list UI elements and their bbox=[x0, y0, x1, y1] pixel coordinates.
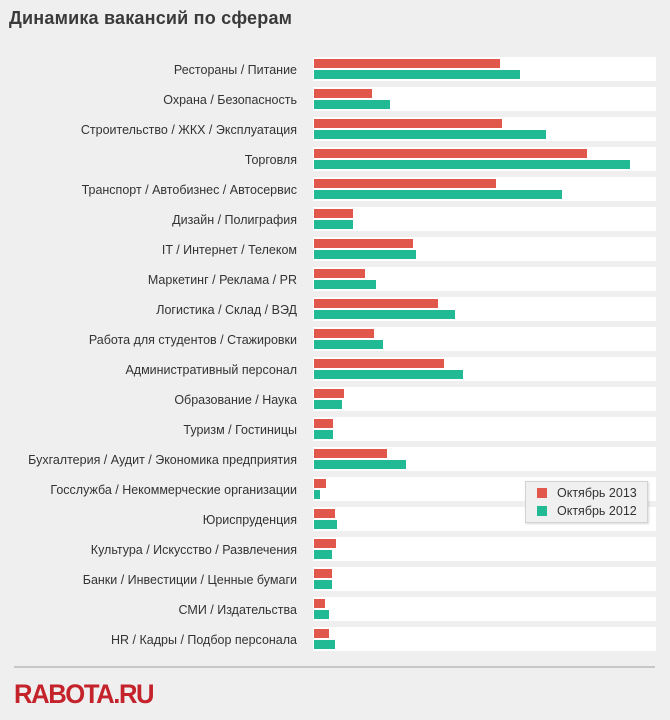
category-label: HR / Кадры / Подбор персонала bbox=[111, 633, 297, 647]
category-label: Дизайн / Полиграфия bbox=[172, 213, 297, 227]
bar-oct-2012 bbox=[314, 550, 332, 559]
category-label: Туризм / Гостиницы bbox=[183, 423, 297, 437]
bar-oct-2012 bbox=[314, 520, 337, 529]
category-label: Рестораны / Питание bbox=[173, 63, 297, 77]
bar-oct-2013 bbox=[314, 359, 444, 368]
category-label: СМИ / Издательства bbox=[178, 603, 297, 617]
category-label: Госслужба / Некоммерческие организации bbox=[50, 483, 297, 497]
bar-oct-2013 bbox=[314, 209, 353, 218]
bar-oct-2013 bbox=[314, 479, 326, 488]
row-strip bbox=[313, 627, 656, 651]
bar-chart bbox=[0, 55, 670, 655]
legend-swatch-2012-icon bbox=[537, 506, 547, 516]
bar-oct-2012 bbox=[314, 280, 376, 289]
bar-oct-2012 bbox=[314, 100, 390, 109]
row-strip bbox=[313, 177, 656, 201]
bar-oct-2012 bbox=[314, 430, 333, 439]
chart-row bbox=[0, 115, 670, 145]
row-strip bbox=[313, 387, 656, 411]
chart-row bbox=[0, 235, 670, 265]
category-label: Культура / Искусство / Развлечения bbox=[90, 543, 297, 557]
row-strip bbox=[313, 597, 656, 621]
bar-oct-2013 bbox=[314, 539, 336, 548]
category-label: Строительство / ЖКХ / Эксплуатация bbox=[80, 123, 297, 137]
bar-oct-2013 bbox=[314, 389, 344, 398]
bar-oct-2012 bbox=[314, 250, 416, 259]
chart-row bbox=[0, 565, 670, 595]
bar-oct-2012 bbox=[314, 640, 335, 649]
chart-row bbox=[0, 265, 670, 295]
row-strip bbox=[313, 357, 656, 381]
chart-row bbox=[0, 445, 670, 475]
bar-oct-2013 bbox=[314, 569, 332, 578]
category-label: Работа для студентов / Стажировки bbox=[88, 333, 297, 347]
bar-oct-2012 bbox=[314, 130, 546, 139]
category-label: Транспорт / Автобизнес / Автосервис bbox=[81, 183, 297, 197]
chart-row bbox=[0, 175, 670, 205]
bar-oct-2013 bbox=[314, 509, 335, 518]
chart-row bbox=[0, 205, 670, 235]
category-label: Банки / Инвестиции / Ценные бумаги bbox=[82, 573, 297, 587]
row-strip bbox=[313, 87, 656, 111]
chart-legend bbox=[525, 481, 648, 523]
bar-oct-2013 bbox=[314, 269, 365, 278]
rabota-ru-logo: RABOTA.RU bbox=[14, 679, 154, 709]
category-label: Образование / Наука bbox=[174, 393, 297, 407]
bar-oct-2012 bbox=[314, 370, 463, 379]
bar-oct-2013 bbox=[314, 239, 413, 248]
bar-oct-2013 bbox=[314, 599, 325, 608]
bar-oct-2013 bbox=[314, 449, 387, 458]
bar-oct-2013 bbox=[314, 629, 329, 638]
bar-oct-2013 bbox=[314, 419, 333, 428]
category-label: Административный персонал bbox=[125, 363, 297, 377]
bar-oct-2013 bbox=[314, 299, 438, 308]
category-label: Торговля bbox=[244, 153, 297, 167]
category-label: IT / Интернет / Телеком bbox=[161, 243, 297, 257]
bar-oct-2012 bbox=[314, 490, 320, 499]
chart-row bbox=[0, 145, 670, 175]
chart-row bbox=[0, 535, 670, 565]
bar-oct-2012 bbox=[314, 400, 342, 409]
row-strip bbox=[313, 417, 656, 441]
legend-label-2012: Октябрь 2012 bbox=[557, 504, 637, 518]
legend-swatch-2013-icon bbox=[537, 488, 547, 498]
chart-title: Динамика вакансий по сферам bbox=[9, 8, 293, 28]
category-label: Охрана / Безопасность bbox=[163, 93, 297, 107]
row-strip bbox=[313, 117, 656, 141]
bar-oct-2013 bbox=[314, 149, 587, 158]
chart-row bbox=[0, 55, 670, 85]
chart-row bbox=[0, 415, 670, 445]
footer-divider bbox=[14, 666, 655, 668]
category-label: Бухгалтерия / Аудит / Экономика предприятия bbox=[28, 453, 297, 467]
category-label: Логистика / Склад / ВЭД bbox=[156, 303, 297, 317]
legend-label-2013: Октябрь 2013 bbox=[557, 486, 637, 500]
row-strip bbox=[313, 267, 656, 291]
bar-oct-2013 bbox=[314, 119, 502, 128]
bar-oct-2012 bbox=[314, 70, 520, 79]
chart-row bbox=[0, 385, 670, 415]
row-strip bbox=[313, 207, 656, 231]
row-strip bbox=[313, 57, 656, 81]
row-strip bbox=[313, 447, 656, 471]
bar-oct-2012 bbox=[314, 580, 332, 589]
row-strip bbox=[313, 147, 656, 171]
chart-row bbox=[0, 295, 670, 325]
row-strip bbox=[313, 567, 656, 591]
bar-oct-2012 bbox=[314, 190, 562, 199]
chart-row bbox=[0, 355, 670, 385]
row-strip bbox=[313, 297, 656, 321]
category-label: Маркетинг / Реклама / PR bbox=[147, 273, 297, 287]
chart-row bbox=[0, 325, 670, 355]
bar-oct-2013 bbox=[314, 89, 372, 98]
chart-row bbox=[0, 625, 670, 655]
chart-row bbox=[0, 85, 670, 115]
bar-oct-2013 bbox=[314, 179, 496, 188]
row-strip bbox=[313, 237, 656, 261]
row-strip bbox=[313, 537, 656, 561]
bar-oct-2012 bbox=[314, 220, 353, 229]
bar-oct-2013 bbox=[314, 329, 374, 338]
bar-oct-2012 bbox=[314, 610, 329, 619]
bar-oct-2012 bbox=[314, 310, 455, 319]
bar-oct-2013 bbox=[314, 59, 500, 68]
chart-row bbox=[0, 595, 670, 625]
category-label: Юриспруденция bbox=[202, 513, 297, 527]
legend-item-2012 bbox=[537, 504, 647, 518]
bar-oct-2012 bbox=[314, 340, 383, 349]
bar-oct-2012 bbox=[314, 160, 630, 169]
row-strip bbox=[313, 327, 656, 351]
bar-oct-2012 bbox=[314, 460, 406, 469]
legend-item-2013 bbox=[537, 486, 647, 500]
